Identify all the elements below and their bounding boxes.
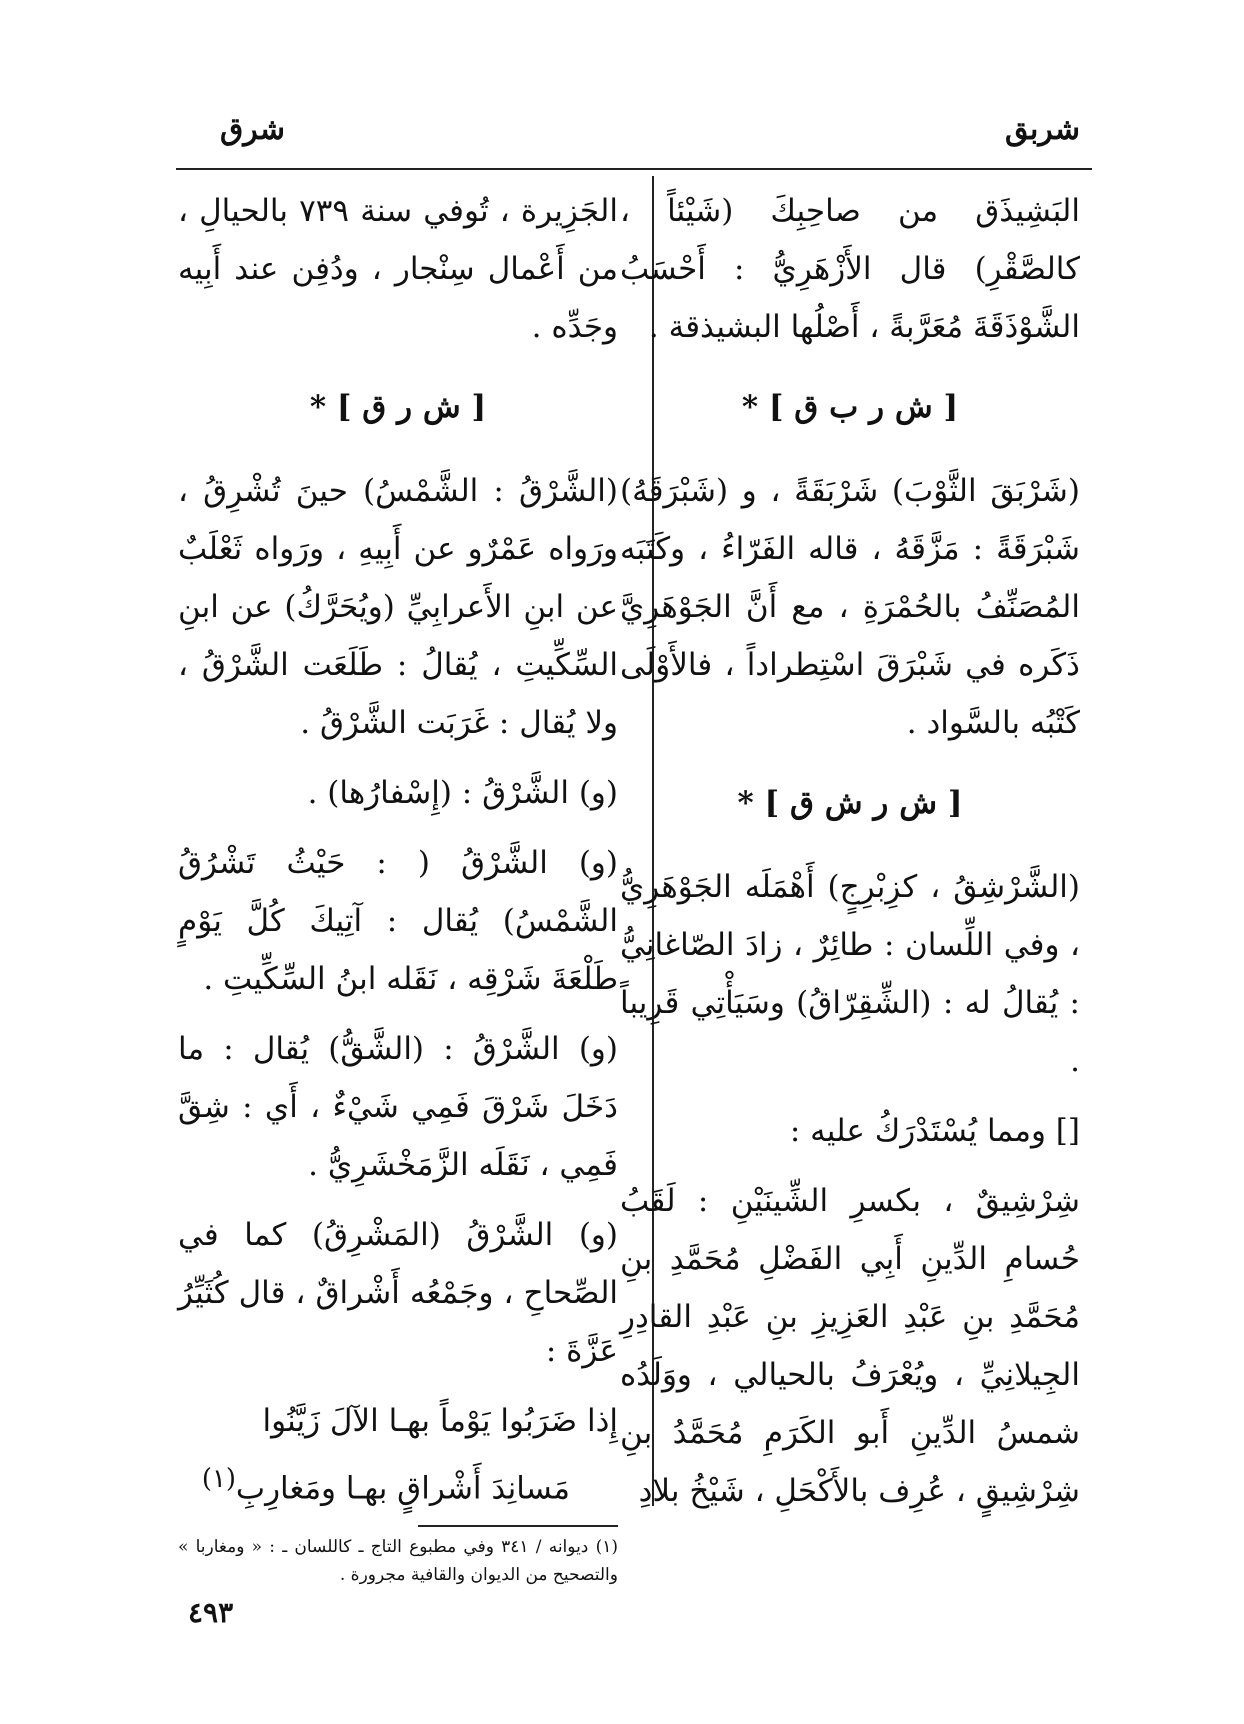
entry-heading-shrq: [ ش ر ق ] * (309, 389, 487, 425)
running-head-right: شربق (1004, 112, 1080, 147)
footnote-rule (418, 1525, 618, 1527)
right-paragraph-4: [] ومما يُسْتَدْرَكُ عليه : (789, 1113, 1080, 1149)
entry-heading-shrshq: [ ش ر ش ق ] * (737, 785, 963, 821)
right-column (620, 182, 1080, 1532)
left-column (178, 182, 618, 1601)
left-paragraph-3: (و) الشَّرْقُ : (إِسْفارُها) . (307, 775, 618, 811)
left-paragraph-4: (و) الشَّرْقُ ( : حَيْثُ تَشْرُقُ الشَّمْسُ) يُقال : آتِيكَ كُلَّ يَوْمٍ طَلْعَةَ شَرْقِه ، نَقَله ابنُ السِّكِّيتِ . (178, 845, 618, 997)
right-paragraph-3: (الشَّرْشِقُ ، كزِبْرِجٍ) أَهْمَلَه الجَوْهَرِيُّ ، وفي اللِّسان : طائِرٌ ، زادَ الصّاغانِيُّ : يُقالُ له : (الشِّقِرّاقُ) وسَيَأْتِي قَرِيباً . (620, 869, 1080, 1079)
page-number: ٤٩٣ (188, 1596, 234, 1629)
left-paragraph-5: (و) الشَّرْقُ : (الشَّقُّ) يُقال : ما دَخَلَ شَرْقَ فَمِي شَيْءٌ ، أَي : شِقَّ فَمِي ، نَقَلَه الزَّمَخْشَرِيُّ . (178, 1031, 618, 1183)
verse-line-1: إِذا ضَرَبُوا يَوْماً بهـا الآلَ زَيَّنُوا (262, 1403, 618, 1439)
running-head-left: شرق (220, 112, 285, 147)
footnote: (١) ديوانه / ٣٤١ وفي مطبوع التاج ـ كاللسان ـ : « ومغاربا » والتصحيح من الديوان والقافية مجرورة . (178, 1537, 618, 1586)
right-paragraph-5: شِرْشِيقٌ ، بكسرِ الشِّينَيْنِ : لَقَبُ حُسامِ الدِّينِ أَبِي الفَضْلِ مُحَمَّدِ بنِ مُحَمَّدِ بنِ عَبْدِ العَزِيزِ بنِ عَبْدِ القادِرِ الجِيلانِيِّ ، ويُعْرَفُ بالحيالي ، ووَلَدُه شمسُ الدِّينِ أَبو الكَرَمِ مُحَمَّدُ بنِ شِرْشِيقٍ ، عُرِف بالأَكْحَلِ ، شَيْخُ بلادِ (620, 1183, 1080, 1509)
left-paragraph-1: الجَزِيرة ، تُوفي سنة ٧٣٩ بالحيالِ ، من أَعْمال سِنْجار ، ودُفِن عند أَبِيه وجَدِّه . (178, 193, 618, 345)
right-paragraph-1: البَشِيذَق من صاحِبِكَ (شَيْئاً ، كالصَّقْرِ) قال الأَزْهَرِيُّ : أَحْسَبُ الشَّوْذَقَةَ مُعَرَّبةً ، أَصْلُها البشيذقة . (620, 193, 1080, 345)
entry-heading-shrbq: [ ش ر ب ق ] * (741, 389, 959, 425)
poetry-verse (178, 1392, 618, 1517)
footnote-marker: (١) (201, 1464, 236, 1494)
left-paragraph-2: (الشَّرْقُ : الشَّمْسُ) حينَ تُشْرِقُ ، ورَواه عَمْرٌو عن أَبِيهِ ، ورَواه ثَعْلَبٌ عن ابنِ الأَعرابِيِّ (ويُحَرَّكُ) عن ابنِ السِّكِّيتِ ، يُقالُ : طَلَعَت الشَّرْقُ ، ولا يُقال : غَرَبَت الشَّرْقُ . (178, 473, 618, 741)
verse-line-2 (178, 1450, 618, 1517)
left-paragraph-6: (و) الشَّرْقُ (المَشْرِقُ) كما في الصِّحاحِ ، وجَمْعُه أَشْراقٌ ، قال كُثَيِّرُ عَزَّةَ : (178, 1217, 618, 1369)
header-rule (176, 168, 1092, 170)
verse-line-2-text: مَسانِدَ أَشْراقٍ بهـا ومَغارِبِ (235, 1470, 570, 1507)
right-paragraph-2: (شَرْبَقَ الثَّوْبَ) شَرْبَقَةً ، و (شَبْرَقَهُ) شَبْرَقَةً : مَزَّقَهُ ، قاله الفَرّاءُ ، وكَتَبَه المُصَنِّفُ بالحُمْرَةِ ، مع أَنَّ الجَوْهَرِيَّ ذَكَره في شَبْرَقَ اسْتِطراداً ، فالأَوْلَى كَتْبُه بالسَّواد . (620, 473, 1080, 741)
